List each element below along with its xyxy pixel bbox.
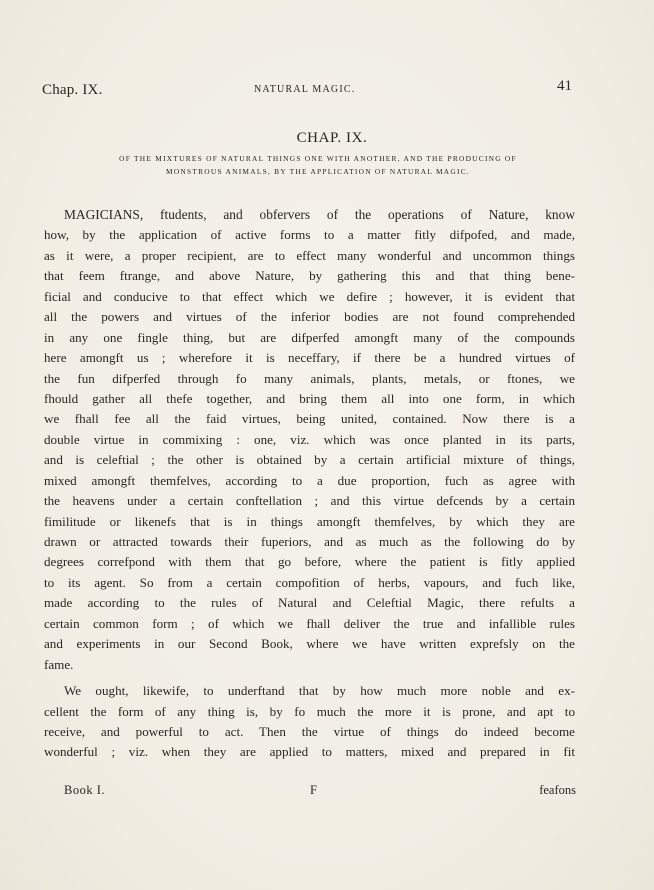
text-line: we fhall fee all the faid virtues, being united, contained. Now there is a [44, 411, 575, 427]
chapter-subtitle [48, 152, 588, 178]
chapter-subtitle-line-1: OF THE MIXTURES OF NATURAL THINGS ONE WITH ANOTHER, AND THE PRODUCING OF [119, 154, 517, 163]
text-line: fimilitude or likenefs that is in things amongft themfelves, by which they are [44, 513, 575, 529]
text-line: here amongft us ; wherefore it is neceffary, if there be a hundred virtues of [44, 350, 575, 366]
page-number: 41 [557, 78, 572, 94]
chapter-subtitle-line-2: MONSTROUS ANIMALS, BY THE APPLICATION OF NATURAL MAGIC. [166, 167, 470, 176]
text-line: cellent the form of any thing is, by fo much the more it is prone, and apt to [44, 703, 575, 719]
text-line: and experiments in our Second Book, where we have written exprefsly on the [44, 636, 575, 652]
text-line: We ought, likewife, to underftand that by how much more noble and ex- [64, 683, 575, 699]
text-line: wonderful ; viz. when they are applied to matters, mixed and prepared in fit [44, 744, 575, 760]
footer-signature: F [310, 783, 317, 797]
text-line: and is celeftial ; the other is obtained by a certain artificial mixture of things, [44, 452, 575, 468]
text-line: fhould gather all thefe together, and bring them all into one form, in which [44, 390, 575, 406]
text-line: fame. [44, 656, 74, 672]
text-line: receive, and powerful to act. Then the virtue of things do indeed become [44, 723, 575, 739]
running-head-title: NATURAL MAGIC. [254, 84, 356, 95]
text-line: all the powers and virtues of the inferior bodies are not found comprehended [44, 309, 575, 325]
text-line: ficial and conducive to that effect which we defire ; however, it is evident that [44, 288, 575, 304]
footer-book: Book I. [64, 783, 105, 797]
text-line: how, by the application of active forms to a matter fitly difpofed, and made, [44, 227, 575, 243]
text-line: made according to the rules of Natural and Celeftial Magic, there refults a [44, 595, 575, 611]
text-line: double virtue in commixing : one, viz. which was once planted in its parts, [44, 431, 575, 447]
text-line: that feem ftrange, and above Nature, by gathering this and that thing bene- [44, 268, 575, 284]
body-text [44, 205, 575, 763]
paragraph-1 [44, 205, 575, 675]
text-line: the heavens under a certain conftellation ; and this virtue defcends by a certain [44, 493, 575, 509]
text-line: MAGICIANS, ftudents, and obfervers of the operations of Nature, know [64, 207, 575, 222]
footer-catchword: feafons [539, 783, 576, 797]
text-line: drawn or attracted towards their fuperiors, and as much as the following do by [44, 534, 575, 549]
text-line: degrees correfpond with them that go before, where the patient is fitly applied [44, 554, 575, 570]
text-line: to its agent. So from a certain compofition of herbs, vapours, and fuch like, [44, 574, 575, 590]
paragraph-2 [44, 681, 575, 763]
chapter-heading: CHAP. IX. [296, 130, 368, 146]
running-head [42, 78, 572, 100]
text-line: as it were, a proper recipient, are to effect many wonderful and uncommon things [44, 247, 575, 263]
running-head-chapter: Chap. IX. [42, 82, 103, 98]
text-line: in any one fingle thing, but are difperfed amongft many of the compounds [44, 329, 575, 345]
text-line: certain common form ; of which we fhall deliver the true and infallible rules [44, 615, 575, 631]
text-line: the fun difperfed through fo many animals, plants, metals, or ftones, we [44, 370, 575, 386]
text-line: mixed amongft themfelves, according to a due proportion, fuch as agree with [44, 472, 575, 488]
page-footer [64, 783, 576, 803]
